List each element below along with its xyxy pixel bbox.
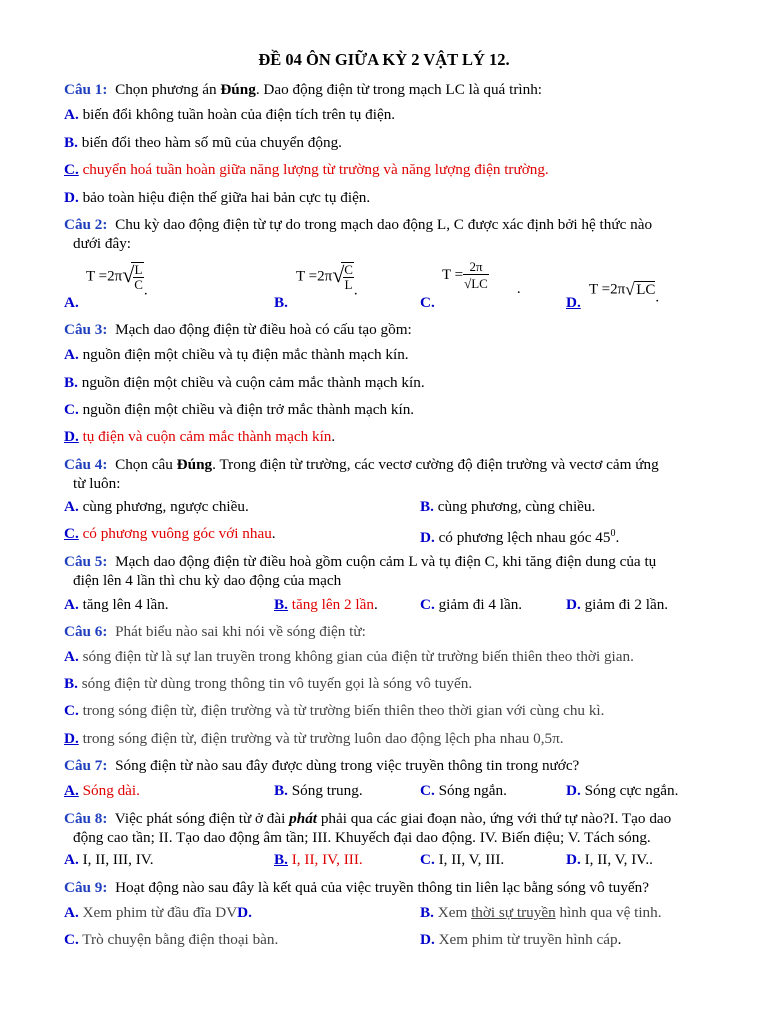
option-letter: D.: [566, 596, 581, 613]
question-label: Câu 8:: [64, 810, 108, 827]
fraction-numerator: L: [134, 262, 143, 277]
option-3c[interactable]: [64, 400, 414, 419]
question-emphasis: phát: [289, 810, 318, 827]
question-9: [64, 878, 712, 897]
question-emphasis: Đúng: [176, 456, 213, 473]
option-letter: A.: [64, 346, 79, 363]
option-6c[interactable]: [64, 701, 604, 720]
option-letter: D.: [64, 730, 79, 747]
question-label: Câu 7:: [64, 757, 108, 774]
option-2b[interactable]: [274, 293, 288, 312]
option-text: giảm đi 2 lần.: [584, 596, 669, 613]
question-4: [64, 455, 712, 493]
question-text: Mạch dao động điện từ điều hoà có cấu tạo gồm:: [115, 321, 412, 338]
formula-2b: [296, 262, 358, 299]
option-2a[interactable]: [64, 293, 79, 312]
option-text: có phương lệch nhau góc 45: [438, 529, 611, 547]
question-label: Câu 5:: [64, 553, 108, 570]
option-letter: B.: [274, 851, 288, 868]
question-text: Chọn phương án: [115, 81, 221, 98]
question-text: Việc phát sóng điện từ ở đài: [114, 810, 290, 827]
question-text: . Trong điện từ trường, các vectơ cường độ điện trường và vectơ cảm ứng: [212, 456, 659, 473]
option-letter: B.: [274, 782, 288, 799]
option-letter: A.: [64, 648, 79, 665]
option-text: tụ điện và cuộn cảm mắc thành mạch kín: [82, 428, 332, 445]
option-letter: C.: [420, 596, 435, 613]
option-text: tăng lên 2 lần: [291, 596, 374, 613]
option-text: cùng phương, ngược chiều.: [82, 498, 249, 515]
option-letter: C.: [64, 161, 79, 178]
option-letter: B.: [64, 374, 78, 391]
option-8c[interactable]: [420, 850, 504, 869]
option-7d[interactable]: [566, 781, 678, 800]
question-text: phải qua các giai đoạn nào, ứng với thứ tự nào?I. Tạo dao: [317, 810, 672, 827]
option-5a[interactable]: [64, 595, 169, 614]
question-text: Chọn câu: [115, 456, 177, 473]
option-letter: B.: [420, 498, 434, 515]
question-text-continued: từ luôn:: [73, 475, 121, 492]
formula-lhs: T =: [442, 266, 464, 283]
page-title: ĐỀ 04 ÔN GIỮA KỲ 2 VẬT LÝ 12.: [258, 50, 510, 69]
option-letter: C.: [64, 401, 79, 418]
option-2c[interactable]: [420, 293, 435, 312]
radicand: LC: [636, 282, 656, 298]
option-text: chuyển hoá tuần hoàn giữa năng lượng từ trường và năng lượng điện trường.: [82, 161, 549, 178]
formula-dot: .: [655, 289, 660, 306]
question-5: [64, 552, 712, 590]
question-6: [64, 622, 712, 641]
option-tail: D.: [237, 904, 252, 921]
fraction-numerator: C: [344, 262, 353, 277]
option-6b[interactable]: [64, 674, 472, 693]
option-text: hình qua vệ tinh.: [555, 904, 662, 921]
question-text-continued: dưới đây:: [73, 235, 132, 252]
option-letter: A.: [64, 782, 79, 799]
option-1c[interactable]: [64, 160, 549, 179]
option-suffix: .: [271, 525, 276, 542]
option-letter: D.: [566, 782, 581, 799]
option-letter: D.: [566, 294, 581, 311]
question-2: [64, 215, 712, 253]
question-3: [64, 320, 712, 339]
option-letter: C.: [64, 931, 79, 948]
option-4d[interactable]: [420, 524, 619, 547]
formula-dot: .: [353, 282, 358, 299]
option-5c[interactable]: [420, 595, 522, 614]
option-9c[interactable]: [64, 930, 278, 949]
sqrt-sign: √ $\frac{L}{C}$: [122, 262, 143, 292]
option-text: trong sóng điện từ, điện trường và từ trường biến thiên theo thời gian với cùng chu kì.: [82, 702, 605, 719]
option-5d[interactable]: [566, 595, 668, 614]
option-1b[interactable]: [64, 133, 342, 152]
formula-dot: .: [516, 280, 521, 297]
option-letter: C.: [64, 702, 79, 719]
option-text: nguồn điện một chiều và cuộn cảm mắc thành mạch kín.: [81, 374, 425, 391]
option-letter: B.: [64, 675, 78, 692]
option-text: nguồn điện một chiều và điện trở mắc thành mạch kín.: [82, 401, 415, 418]
option-text: I, II, III, IV.: [82, 851, 154, 868]
option-4b[interactable]: [420, 497, 595, 516]
question-label: Câu 6:: [64, 623, 108, 640]
option-letter: B.: [64, 134, 78, 151]
option-text: sóng điện từ dùng trong thông tin vô tuyến gọi là sóng vô tuyến.: [81, 675, 473, 692]
option-text: trong sóng điện từ, điện trường và từ trường luôn dao động lệch pha nhau 0,5π.: [82, 730, 564, 747]
option-suffix: .: [615, 529, 620, 547]
formula-2d: [589, 281, 659, 306]
question-text-continued: điện lên 4 lần thì chu kỳ dao động của mạch: [73, 572, 342, 589]
option-5b[interactable]: [274, 595, 378, 614]
option-letter: D.: [420, 529, 435, 547]
option-letter: B.: [274, 294, 288, 311]
question-8: [64, 809, 712, 847]
superscript: 0: [610, 528, 616, 539]
option-text: I, II, V, IV..: [584, 851, 653, 868]
question-1: [64, 80, 712, 99]
option-9b[interactable]: [420, 903, 662, 922]
option-letter: C.: [64, 525, 79, 542]
option-2d[interactable]: [566, 293, 581, 312]
fraction: [463, 260, 489, 291]
question-text: Chu kỳ dao động điện từ tự do trong mạch dao động L, C được xác định bởi hệ thức nào: [115, 216, 653, 233]
option-3d[interactable]: [64, 427, 335, 446]
option-text: Sóng dài.: [82, 782, 140, 799]
option-7a[interactable]: [64, 781, 140, 800]
option-letter: A.: [64, 596, 79, 613]
formula-lhs: T =2π: [589, 281, 626, 298]
option-6a[interactable]: [64, 647, 634, 666]
option-9a[interactable]: [64, 903, 252, 922]
option-letter: C.: [420, 294, 435, 311]
question-label: Câu 9:: [64, 879, 108, 896]
option-text: biến đổi không tuần hoàn của điện tích trên tụ điện.: [82, 106, 396, 123]
option-letter: A.: [64, 294, 79, 311]
option-letter: D.: [420, 931, 435, 948]
option-3a[interactable]: [64, 345, 409, 364]
option-text: Xem: [437, 904, 472, 921]
option-text: I, II, IV, III.: [291, 851, 363, 868]
formula-lhs: T =2π: [86, 268, 123, 285]
option-4c[interactable]: [64, 524, 276, 543]
question-emphasis: Đúng: [220, 81, 256, 98]
option-text: có phương vuông góc với nhau: [82, 525, 272, 542]
option-1a[interactable]: [64, 105, 395, 124]
option-letter: B.: [420, 904, 434, 921]
sqrt-sign: √ $\frac{C}{L}$: [332, 262, 353, 292]
option-9d[interactable]: [420, 930, 621, 949]
option-6d[interactable]: [64, 729, 564, 748]
question-text-continued: động cao tần; II. Tạo dao động âm tần; III. Khuyếch đại dao động. IV. Biến điệu; V. Tách sóng.: [73, 829, 651, 846]
question-text: Mạch dao động điện từ điều hoà gồm cuộn cảm L và tụ điện C, khi tăng điện dung của tụ: [115, 553, 657, 570]
option-8b[interactable]: [274, 850, 363, 869]
option-text: Sóng ngắn.: [438, 782, 507, 799]
option-letter: D.: [64, 428, 79, 445]
question-text: Phát biểu nào sai khi nói về sóng điện từ:: [115, 623, 366, 640]
option-suffix: .: [373, 596, 378, 613]
option-letter: A.: [64, 106, 79, 123]
option-text-underlined: thời sự truyền: [471, 904, 556, 921]
option-text: cùng phương, cùng chiều.: [437, 498, 596, 515]
question-label: Câu 4:: [64, 456, 108, 473]
sqrt-sign: √ LC: [625, 280, 656, 299]
option-7c[interactable]: [420, 781, 507, 800]
formula-dot: .: [143, 282, 148, 299]
option-letter: C.: [420, 851, 435, 868]
fraction-denominator: L: [344, 277, 353, 292]
question-7: [64, 756, 712, 775]
option-3b[interactable]: [64, 373, 425, 392]
question-label: Câu 3:: [64, 321, 108, 338]
option-suffix: .: [617, 931, 622, 948]
question-label: Câu 2:: [64, 216, 108, 233]
option-1d[interactable]: [64, 188, 370, 207]
option-8a[interactable]: [64, 850, 154, 869]
question-text: Sóng điện từ nào sau đây được dùng trong việc truyền thông tin trong nước?: [115, 757, 580, 774]
option-letter: A.: [64, 498, 79, 515]
option-letter: D.: [566, 851, 581, 868]
fraction-denominator: C: [134, 277, 143, 292]
option-text: Sóng cực ngắn.: [584, 782, 679, 799]
option-text: sóng điện từ là sự lan truyền trong không gian của điện từ trường biến thiên theo thời gian.: [82, 648, 634, 665]
option-letter: D.: [64, 189, 79, 206]
option-suffix: .: [331, 428, 336, 445]
fraction-numerator: 2π: [463, 260, 489, 275]
formula-lhs: T =2π: [296, 268, 333, 285]
option-4a[interactable]: [64, 497, 249, 516]
option-text: giảm đi 4 lần.: [438, 596, 523, 613]
option-text: I, II, V, III.: [438, 851, 505, 868]
option-text: Trò chuyện bằng điện thoại bàn.: [82, 931, 279, 948]
option-text: nguồn điện một chiều và tụ điện mắc thành mạch kín.: [82, 346, 409, 363]
option-text: tăng lên 4 lần.: [82, 596, 169, 613]
formula-2c: [442, 260, 521, 298]
option-text: Xem phim từ đầu đĩa DV: [82, 904, 238, 921]
formula-2a: [86, 262, 148, 299]
option-letter: B.: [274, 596, 288, 613]
option-letter: A.: [64, 904, 79, 921]
option-letter: C.: [420, 782, 435, 799]
option-text: bảo toàn hiệu điện thế giữa hai bản cực tụ điện.: [82, 189, 371, 206]
option-text: Sóng trung.: [291, 782, 363, 799]
question-label: Câu 1:: [64, 81, 108, 98]
option-8d[interactable]: [566, 850, 653, 869]
option-letter: A.: [64, 851, 79, 868]
question-text: Hoạt động nào sau đây là kết quả của việc truyền thông tin liên lạc bằng sóng vô tuyến?: [115, 879, 650, 896]
question-text: . Dao động điện từ trong mạch LC là quá trình:: [255, 81, 543, 98]
option-7b[interactable]: [274, 781, 363, 800]
option-text: Xem phim từ truyền hình cáp: [438, 931, 618, 948]
fraction-denominator: √LC: [464, 276, 488, 291]
option-text: biến đổi theo hàm số mũ của chuyển động.: [81, 134, 342, 151]
